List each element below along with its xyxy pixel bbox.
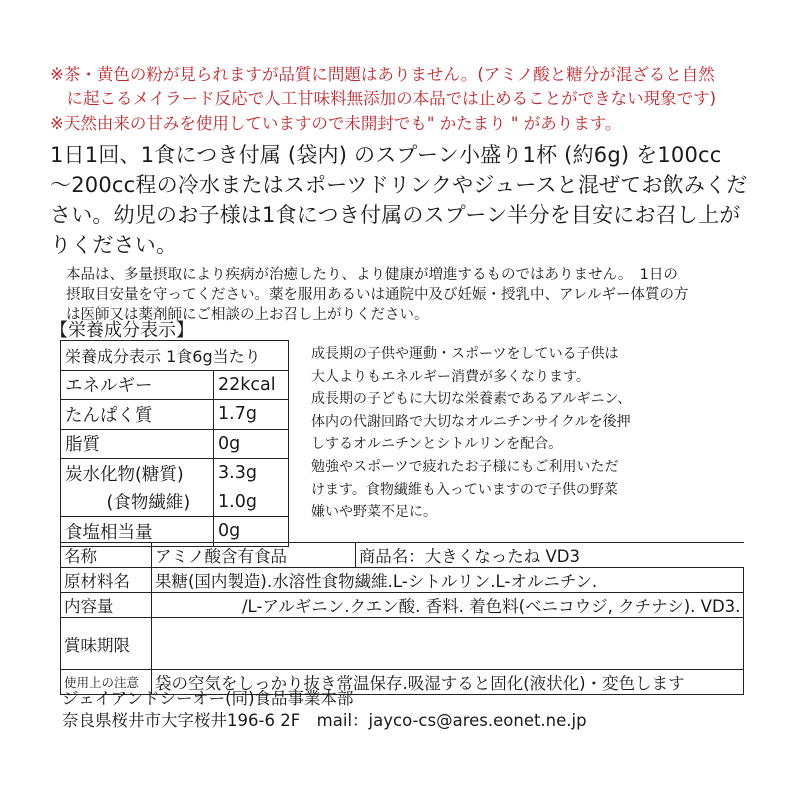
nutrition-value: 3.3g bbox=[214, 459, 289, 488]
nutrition-value: 0g bbox=[214, 429, 289, 459]
product-info-table bbox=[60, 542, 744, 695]
usage-line-3: さい。幼児のお子様は1食につき付属のスプーン半分を目安にお召し上が bbox=[50, 203, 741, 227]
notice-line-1: 本品は、多量摂取により疾病が治癒したり、より健康が増進するものではありません。 1日の bbox=[66, 267, 678, 283]
nutrition-row bbox=[61, 459, 289, 488]
nutrition-row bbox=[61, 370, 289, 400]
nutrition-row bbox=[61, 488, 289, 517]
description-line: しするオルニチンとシトルリンを配合。 bbox=[311, 436, 563, 453]
nutrition-table bbox=[60, 340, 289, 547]
notice-line-2: 摂取目安量を守ってください。薬を服用あるいは通院中及び妊娠・授乳中、アレルギー体質の方 bbox=[66, 287, 689, 303]
product-name: 商品名：大きくなったね VD3 bbox=[355, 543, 744, 568]
red-note-3: ※天然由来の甘みを使用していますので未開封でも" かたまり " があります。 bbox=[50, 114, 622, 133]
nutrition-header: 栄養成分表示 1食6g当たり bbox=[61, 341, 289, 371]
info-row-name bbox=[61, 543, 744, 568]
nutrition-label: 食塩相当量 bbox=[61, 517, 214, 547]
nutrition-label: たんぱく質 bbox=[61, 400, 214, 430]
manufacturer-block bbox=[62, 688, 587, 732]
caution-value: 袋の空気をしっかり抜き常温保存.吸湿すると固化(液状化)・変色します bbox=[152, 670, 744, 695]
usage-line-2: ～200cc程の冷水またはスポーツドリンクやジュースと混ぜてお飲みくだ bbox=[50, 173, 748, 197]
description-line: けます。食物繊維も入っていますので子供の野菜 bbox=[311, 481, 618, 498]
nutrition-label: 脂質 bbox=[61, 429, 214, 459]
expiry-value bbox=[152, 618, 744, 670]
nutrition-row bbox=[61, 429, 289, 459]
ingredients-line-2: /L-アルギニン.クエン酸. 香料. 着色料(ベニコウジ, クチナシ). VD3. bbox=[152, 593, 744, 618]
info-row-content bbox=[61, 593, 744, 618]
expiry-label: 賞味期限 bbox=[61, 618, 152, 670]
name-label: 名称 bbox=[61, 543, 152, 568]
usage-line-1: 1日1回、1食につき付属 (袋内) のスプーン小盛り1杯 (約6g) を100cc bbox=[50, 143, 722, 167]
notice-line-3: は医師又は薬剤師にご相談の上お召し上がりください。 bbox=[66, 307, 429, 323]
nutrition-row bbox=[61, 400, 289, 430]
nutrition-value: 22kcal bbox=[214, 370, 289, 400]
product-description bbox=[311, 343, 631, 524]
nutrition-value: 1.0g bbox=[214, 488, 289, 517]
nutrition-section-title: 【栄養成分表示】 bbox=[50, 320, 194, 341]
description-line: 嫌いや野菜不足に。 bbox=[311, 504, 437, 521]
manufacturer-name: ジェイアンドシーオー(同)食品事業本部 bbox=[62, 689, 354, 708]
red-note-1: ※茶・黄色の粉が見られますが品質に問題はありません。(アミノ酸と糖分が混ざると自然 bbox=[50, 65, 715, 84]
nutrition-label: 炭水化物(糖質) bbox=[61, 459, 214, 488]
name-value: アミノ酸含有食品 bbox=[152, 543, 356, 568]
nutrition-label: エネルギー bbox=[61, 370, 214, 400]
description-line: 大人よりもエネルギー消費が多くなります。 bbox=[311, 368, 590, 385]
content-label: 内容量 bbox=[61, 593, 152, 618]
info-row-ingredients bbox=[61, 568, 744, 593]
nutrition-value: 1.7g bbox=[214, 400, 289, 430]
nutrition-label: (食物繊維) bbox=[61, 488, 214, 517]
red-note-2: に起こるメイラード反応で人工甘味料無添加の本品では止めることができない現象です) bbox=[50, 89, 717, 108]
usage-line-4: りください。 bbox=[50, 233, 178, 257]
description-line: 体内の代謝回路で大切なオルニチンサイクルを後押 bbox=[311, 413, 631, 430]
manufacturer-address: 奈良県桜井市大字桜井196-6 2F mail：jayco-cs@ares.eonet.ne.jp bbox=[62, 711, 587, 730]
ingredients-line-1: 果糖(国内製造).水溶性食物繊維.L-シトルリン.L-オルニチン. bbox=[152, 568, 744, 593]
nutrition-value: 0g bbox=[214, 517, 289, 547]
description-line: 成長期の子供や運動・スポーツをしている子供は bbox=[311, 346, 619, 362]
caution-label: 使用上の注意 bbox=[61, 670, 152, 695]
nutrition-header-row bbox=[61, 341, 289, 371]
ingredients-label: 原材料名 bbox=[61, 568, 152, 593]
description-line: 勉強やスポーツで疲れたお子様にもご利用いただ bbox=[311, 458, 619, 475]
description-line: 成長期の子どもに大切な栄養素であるアルギニン、 bbox=[311, 391, 632, 408]
info-row-expiry bbox=[61, 618, 744, 670]
